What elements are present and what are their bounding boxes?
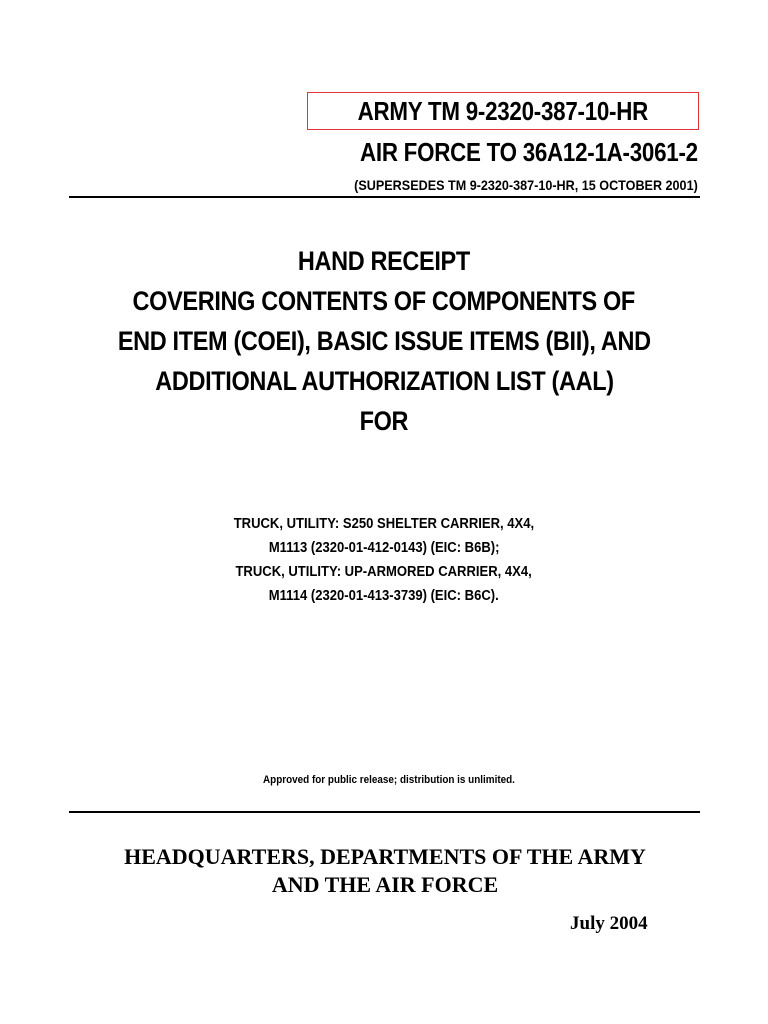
air-force-to-number bbox=[305, 137, 698, 168]
headquarters-block bbox=[70, 843, 700, 899]
supersedes-text: (SUPERSEDES TM 9-2320-387-10-HR, 15 OCTOBER 2001) bbox=[354, 177, 698, 193]
end-item-line: TRUCK, UTILITY: S250 SHELTER CARRIER, 4X4, bbox=[233, 516, 535, 532]
army-tm-text: ARMY TM 9-2320-387-10-HR bbox=[357, 96, 649, 126]
end-item-list bbox=[100, 512, 668, 608]
title-line: END ITEM (COEI), BASIC ISSUE ITEMS (BII), AND bbox=[117, 326, 651, 356]
headquarters-line: AND THE AIR FORCE bbox=[271, 872, 499, 897]
top-divider bbox=[69, 196, 700, 198]
end-item-line: M1114 (2320-01-413-3739) (EIC: B6C). bbox=[269, 588, 499, 604]
title-line: FOR bbox=[359, 406, 409, 436]
end-item-line: M1113 (2320-01-412-0143) (EIC: B6B); bbox=[268, 540, 500, 556]
supersedes-notice bbox=[316, 177, 698, 193]
air-force-to-text: AIR FORCE TO 36A12-1A-3061-2 bbox=[360, 137, 698, 167]
title-line: ADDITIONAL AUTHORIZATION LIST (AAL) bbox=[154, 366, 614, 396]
title-line: HAND RECEIPT bbox=[297, 246, 471, 276]
distribution-statement bbox=[0, 774, 768, 786]
title-line: COVERING CONTENTS OF COMPONENTS OF bbox=[132, 286, 636, 316]
publication-date: July 2004 bbox=[570, 913, 648, 934]
distribution-text: Approved for public release; distribution is unlimited. bbox=[263, 774, 515, 786]
end-item-line: TRUCK, UTILITY: UP-ARMORED CARRIER, 4X4, bbox=[235, 564, 533, 580]
army-tm-number bbox=[307, 92, 699, 130]
bottom-divider bbox=[69, 811, 700, 813]
headquarters-line: HEADQUARTERS, DEPARTMENTS OF THE ARMY bbox=[124, 844, 646, 869]
document-title bbox=[40, 241, 728, 441]
